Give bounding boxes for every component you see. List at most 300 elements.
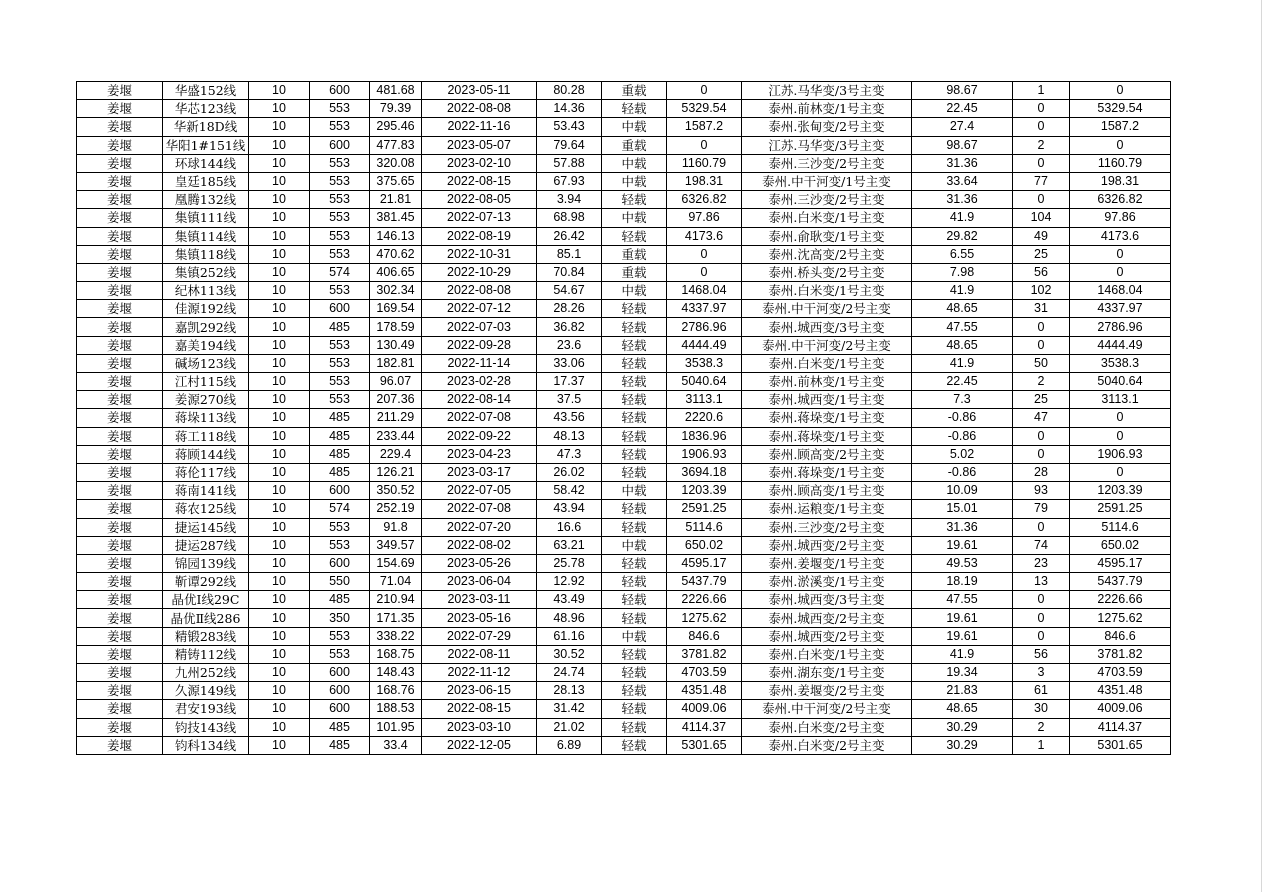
- cell-line-name: 嘉凯292线: [163, 318, 249, 336]
- table-row: [77, 82, 1171, 100]
- cell-rated-current: 485: [310, 427, 370, 445]
- cell-max-current: 211.29: [370, 409, 422, 427]
- cell-load-status: 轻载: [602, 718, 667, 736]
- cell-line-name: 华阳1#151线: [163, 136, 249, 154]
- cell-line-name: 纪林113线: [163, 282, 249, 300]
- cell-peak-date: 2022-08-15: [422, 172, 537, 190]
- cell-rated-current: 600: [310, 682, 370, 700]
- cell-load-rate: 80.28: [537, 82, 602, 100]
- cell-available-capacity: 97.86: [1070, 209, 1171, 227]
- cell-available-capacity: 0: [1070, 263, 1171, 281]
- cell-load-rate: 79.64: [537, 136, 602, 154]
- cell-transformer-load: 31.36: [912, 518, 1013, 536]
- cell-peak-date: 2023-03-10: [422, 718, 537, 736]
- cell-transformer-load: 29.82: [912, 227, 1013, 245]
- cell-voltage: 10: [249, 427, 310, 445]
- cell-line-name: 集镇118线: [163, 245, 249, 263]
- cell-line-name: 君安193线: [163, 700, 249, 718]
- cell-available-capacity: 4173.6: [1070, 227, 1171, 245]
- cell-user-count: 30: [1013, 700, 1070, 718]
- cell-transformer-load: 22.45: [912, 100, 1013, 118]
- table-row: [77, 154, 1171, 172]
- cell-margin: 4595.17: [667, 554, 742, 572]
- cell-substation: 江苏.马华变/3号主变: [742, 82, 912, 100]
- cell-load-rate: 25.78: [537, 554, 602, 572]
- cell-available-capacity: 3113.1: [1070, 391, 1171, 409]
- cell-rated-current: 574: [310, 500, 370, 518]
- cell-voltage: 10: [249, 482, 310, 500]
- cell-peak-date: 2022-08-15: [422, 700, 537, 718]
- cell-line-name: 佳源192线: [163, 300, 249, 318]
- cell-transformer-load: 41.9: [912, 282, 1013, 300]
- cell-transformer-load: 5.02: [912, 445, 1013, 463]
- cell-district: 姜堰: [77, 354, 163, 372]
- cell-transformer-load: 47.55: [912, 591, 1013, 609]
- cell-substation: 江苏.马华变/3号主变: [742, 136, 912, 154]
- cell-peak-date: 2022-07-13: [422, 209, 537, 227]
- cell-max-current: 168.76: [370, 682, 422, 700]
- cell-user-count: 0: [1013, 518, 1070, 536]
- cell-substation: 泰州.三沙变/2号主变: [742, 518, 912, 536]
- cell-margin: 3113.1: [667, 391, 742, 409]
- cell-peak-date: 2022-07-29: [422, 627, 537, 645]
- cell-load-rate: 24.74: [537, 664, 602, 682]
- cell-user-count: 1: [1013, 82, 1070, 100]
- cell-rated-current: 553: [310, 336, 370, 354]
- cell-district: 姜堰: [77, 391, 163, 409]
- cell-rated-current: 553: [310, 354, 370, 372]
- cell-transformer-load: 19.61: [912, 609, 1013, 627]
- cell-load-rate: 30.52: [537, 645, 602, 663]
- cell-load-status: 轻载: [602, 500, 667, 518]
- cell-voltage: 10: [249, 627, 310, 645]
- cell-district: 姜堰: [77, 573, 163, 591]
- cell-margin: 0: [667, 136, 742, 154]
- cell-transformer-load: 10.09: [912, 482, 1013, 500]
- cell-transformer-load: 15.01: [912, 500, 1013, 518]
- cell-rated-current: 553: [310, 536, 370, 554]
- table-row: [77, 463, 1171, 481]
- cell-load-status: 重载: [602, 136, 667, 154]
- cell-load-rate: 61.16: [537, 627, 602, 645]
- table-row: [77, 209, 1171, 227]
- cell-substation: 泰州.白米变/2号主变: [742, 718, 912, 736]
- cell-district: 姜堰: [77, 282, 163, 300]
- cell-transformer-load: 18.19: [912, 573, 1013, 591]
- cell-load-status: 轻载: [602, 554, 667, 572]
- cell-rated-current: 553: [310, 118, 370, 136]
- table-row: [77, 118, 1171, 136]
- cell-peak-date: 2022-11-12: [422, 664, 537, 682]
- cell-user-count: 1: [1013, 736, 1070, 754]
- cell-line-name: 环球144线: [163, 154, 249, 172]
- cell-substation: 泰州.沈高变/2号主变: [742, 245, 912, 263]
- cell-margin: 3781.82: [667, 645, 742, 663]
- cell-max-current: 229.4: [370, 445, 422, 463]
- cell-voltage: 10: [249, 609, 310, 627]
- cell-peak-date: 2022-07-08: [422, 409, 537, 427]
- cell-district: 姜堰: [77, 191, 163, 209]
- cell-rated-current: 553: [310, 100, 370, 118]
- cell-district: 姜堰: [77, 318, 163, 336]
- cell-district: 姜堰: [77, 245, 163, 263]
- cell-voltage: 10: [249, 518, 310, 536]
- cell-available-capacity: 0: [1070, 245, 1171, 263]
- cell-load-status: 轻载: [602, 318, 667, 336]
- cell-voltage: 10: [249, 718, 310, 736]
- cell-load-rate: 21.02: [537, 718, 602, 736]
- cell-margin: 4114.37: [667, 718, 742, 736]
- cell-voltage: 10: [249, 591, 310, 609]
- cell-available-capacity: 4595.17: [1070, 554, 1171, 572]
- table-row: [77, 609, 1171, 627]
- cell-available-capacity: 2226.66: [1070, 591, 1171, 609]
- cell-district: 姜堰: [77, 227, 163, 245]
- cell-load-status: 轻载: [602, 227, 667, 245]
- cell-district: 姜堰: [77, 118, 163, 136]
- cell-max-current: 381.45: [370, 209, 422, 227]
- cell-line-name: 精铸112线: [163, 645, 249, 663]
- cell-voltage: 10: [249, 100, 310, 118]
- cell-transformer-load: 33.64: [912, 172, 1013, 190]
- cell-transformer-load: 19.34: [912, 664, 1013, 682]
- cell-substation: 泰州.城西变/1号主变: [742, 391, 912, 409]
- cell-rated-current: 350: [310, 609, 370, 627]
- cell-district: 姜堰: [77, 409, 163, 427]
- cell-district: 姜堰: [77, 482, 163, 500]
- cell-available-capacity: 0: [1070, 427, 1171, 445]
- cell-load-rate: 68.98: [537, 209, 602, 227]
- cell-rated-current: 485: [310, 409, 370, 427]
- cell-available-capacity: 5040.64: [1070, 373, 1171, 391]
- cell-max-current: 188.53: [370, 700, 422, 718]
- cell-load-status: 中载: [602, 118, 667, 136]
- cell-max-current: 148.43: [370, 664, 422, 682]
- cell-peak-date: 2022-12-05: [422, 736, 537, 754]
- cell-user-count: 25: [1013, 245, 1070, 263]
- cell-peak-date: 2023-03-17: [422, 463, 537, 481]
- cell-voltage: 10: [249, 536, 310, 554]
- cell-user-count: 61: [1013, 682, 1070, 700]
- cell-load-rate: 70.84: [537, 263, 602, 281]
- cell-line-name: 蒋顾144线: [163, 445, 249, 463]
- cell-load-rate: 17.37: [537, 373, 602, 391]
- cell-load-rate: 37.5: [537, 391, 602, 409]
- cell-peak-date: 2022-08-08: [422, 100, 537, 118]
- cell-substation: 泰州.白米变/1号主变: [742, 282, 912, 300]
- cell-load-rate: 28.13: [537, 682, 602, 700]
- cell-line-name: 凰腾132线: [163, 191, 249, 209]
- cell-substation: 泰州.中干河变/2号主变: [742, 700, 912, 718]
- cell-load-status: 轻载: [602, 645, 667, 663]
- table-row: [77, 245, 1171, 263]
- cell-transformer-load: 48.65: [912, 300, 1013, 318]
- cell-voltage: 10: [249, 463, 310, 481]
- cell-voltage: 10: [249, 172, 310, 190]
- cell-voltage: 10: [249, 445, 310, 463]
- cell-voltage: 10: [249, 645, 310, 663]
- cell-district: 姜堰: [77, 536, 163, 554]
- cell-transformer-load: 48.65: [912, 336, 1013, 354]
- table-row: [77, 136, 1171, 154]
- cell-transformer-load: 7.3: [912, 391, 1013, 409]
- table-row: [77, 336, 1171, 354]
- table-row: [77, 227, 1171, 245]
- cell-district: 姜堰: [77, 373, 163, 391]
- cell-voltage: 10: [249, 245, 310, 263]
- table-row: [77, 664, 1171, 682]
- cell-load-status: 轻载: [602, 518, 667, 536]
- cell-transformer-load: 27.4: [912, 118, 1013, 136]
- cell-available-capacity: 5329.54: [1070, 100, 1171, 118]
- cell-district: 姜堰: [77, 82, 163, 100]
- cell-user-count: 74: [1013, 536, 1070, 554]
- cell-peak-date: 2022-10-29: [422, 263, 537, 281]
- cell-available-capacity: 650.02: [1070, 536, 1171, 554]
- cell-margin: 5329.54: [667, 100, 742, 118]
- cell-voltage: 10: [249, 282, 310, 300]
- cell-substation: 泰州.中干河变/2号主变: [742, 336, 912, 354]
- cell-district: 姜堰: [77, 736, 163, 754]
- cell-load-rate: 3.94: [537, 191, 602, 209]
- cell-rated-current: 600: [310, 82, 370, 100]
- cell-transformer-load: 48.65: [912, 700, 1013, 718]
- cell-rated-current: 485: [310, 463, 370, 481]
- cell-available-capacity: 4351.48: [1070, 682, 1171, 700]
- cell-substation: 泰州.前林变/1号主变: [742, 373, 912, 391]
- cell-available-capacity: 0: [1070, 409, 1171, 427]
- cell-substation: 泰州.城西变/2号主变: [742, 536, 912, 554]
- cell-load-rate: 6.89: [537, 736, 602, 754]
- cell-user-count: 0: [1013, 154, 1070, 172]
- cell-load-status: 轻载: [602, 391, 667, 409]
- cell-voltage: 10: [249, 118, 310, 136]
- cell-load-status: 轻载: [602, 573, 667, 591]
- cell-voltage: 10: [249, 227, 310, 245]
- table-row: [77, 554, 1171, 572]
- cell-available-capacity: 5437.79: [1070, 573, 1171, 591]
- cell-voltage: 10: [249, 554, 310, 572]
- cell-transformer-load: 41.9: [912, 645, 1013, 663]
- cell-available-capacity: 5114.6: [1070, 518, 1171, 536]
- cell-margin: 198.31: [667, 172, 742, 190]
- cell-district: 姜堰: [77, 445, 163, 463]
- table-row: [77, 172, 1171, 190]
- cell-district: 姜堰: [77, 682, 163, 700]
- cell-substation: 泰州.三沙变/2号主变: [742, 154, 912, 172]
- cell-rated-current: 553: [310, 282, 370, 300]
- cell-margin: 5437.79: [667, 573, 742, 591]
- cell-line-name: 蒋工118线: [163, 427, 249, 445]
- cell-peak-date: 2023-03-11: [422, 591, 537, 609]
- cell-max-current: 295.46: [370, 118, 422, 136]
- cell-district: 姜堰: [77, 645, 163, 663]
- cell-voltage: 10: [249, 136, 310, 154]
- cell-district: 姜堰: [77, 100, 163, 118]
- table-body: [77, 82, 1171, 755]
- cell-peak-date: 2022-07-20: [422, 518, 537, 536]
- cell-load-rate: 16.6: [537, 518, 602, 536]
- cell-rated-current: 485: [310, 718, 370, 736]
- cell-rated-current: 553: [310, 191, 370, 209]
- cell-rated-current: 485: [310, 736, 370, 754]
- cell-line-name: 蒋农125线: [163, 500, 249, 518]
- cell-substation: 泰州.城西变/2号主变: [742, 609, 912, 627]
- cell-max-current: 481.68: [370, 82, 422, 100]
- table-row: [77, 627, 1171, 645]
- cell-load-rate: 43.49: [537, 591, 602, 609]
- cell-rated-current: 600: [310, 136, 370, 154]
- table-row: [77, 409, 1171, 427]
- cell-max-current: 350.52: [370, 482, 422, 500]
- cell-rated-current: 600: [310, 554, 370, 572]
- cell-max-current: 477.83: [370, 136, 422, 154]
- table-row: [77, 391, 1171, 409]
- cell-user-count: 13: [1013, 573, 1070, 591]
- cell-voltage: 10: [249, 664, 310, 682]
- cell-voltage: 10: [249, 500, 310, 518]
- cell-rated-current: 600: [310, 482, 370, 500]
- cell-load-status: 轻载: [602, 354, 667, 372]
- cell-load-status: 重载: [602, 263, 667, 281]
- cell-rated-current: 553: [310, 627, 370, 645]
- cell-margin: 1468.04: [667, 282, 742, 300]
- cell-max-current: 171.35: [370, 609, 422, 627]
- cell-district: 姜堰: [77, 554, 163, 572]
- cell-load-status: 轻载: [602, 700, 667, 718]
- cell-load-rate: 48.96: [537, 609, 602, 627]
- cell-margin: 1587.2: [667, 118, 742, 136]
- cell-user-count: 0: [1013, 336, 1070, 354]
- cell-peak-date: 2023-05-07: [422, 136, 537, 154]
- cell-peak-date: 2022-10-31: [422, 245, 537, 263]
- cell-max-current: 130.49: [370, 336, 422, 354]
- cell-transformer-load: 31.36: [912, 154, 1013, 172]
- cell-load-rate: 23.6: [537, 336, 602, 354]
- cell-transformer-load: 19.61: [912, 536, 1013, 554]
- cell-load-status: 中载: [602, 627, 667, 645]
- cell-district: 姜堰: [77, 609, 163, 627]
- cell-margin: 5114.6: [667, 518, 742, 536]
- cell-line-name: 集镇114线: [163, 227, 249, 245]
- cell-max-current: 233.44: [370, 427, 422, 445]
- cell-rated-current: 574: [310, 263, 370, 281]
- cell-max-current: 168.75: [370, 645, 422, 663]
- cell-peak-date: 2022-07-05: [422, 482, 537, 500]
- cell-line-name: 九州252线: [163, 664, 249, 682]
- cell-load-status: 重载: [602, 245, 667, 263]
- cell-line-name: 集镇111线: [163, 209, 249, 227]
- cell-user-count: 0: [1013, 609, 1070, 627]
- cell-transformer-load: 19.61: [912, 627, 1013, 645]
- table-row: [77, 373, 1171, 391]
- cell-max-current: 146.13: [370, 227, 422, 245]
- cell-load-status: 轻载: [602, 427, 667, 445]
- cell-user-count: 28: [1013, 463, 1070, 481]
- cell-load-status: 轻载: [602, 591, 667, 609]
- table-row: [77, 318, 1171, 336]
- cell-voltage: 10: [249, 82, 310, 100]
- cell-substation: 泰州.前林变/1号主变: [742, 100, 912, 118]
- cell-rated-current: 553: [310, 154, 370, 172]
- cell-user-count: 0: [1013, 591, 1070, 609]
- cell-max-current: 349.57: [370, 536, 422, 554]
- cell-line-name: 蒋南141线: [163, 482, 249, 500]
- cell-peak-date: 2022-11-14: [422, 354, 537, 372]
- cell-load-rate: 28.26: [537, 300, 602, 318]
- cell-margin: 2786.96: [667, 318, 742, 336]
- cell-margin: 2591.25: [667, 500, 742, 518]
- cell-user-count: 2: [1013, 136, 1070, 154]
- cell-line-name: 江村115线: [163, 373, 249, 391]
- cell-peak-date: 2022-08-05: [422, 191, 537, 209]
- cell-available-capacity: 1203.39: [1070, 482, 1171, 500]
- cell-user-count: 102: [1013, 282, 1070, 300]
- cell-user-count: 47: [1013, 409, 1070, 427]
- cell-rated-current: 485: [310, 318, 370, 336]
- cell-available-capacity: 2786.96: [1070, 318, 1171, 336]
- cell-district: 姜堰: [77, 718, 163, 736]
- cell-substation: 泰州.俞耿变/1号主变: [742, 227, 912, 245]
- cell-peak-date: 2022-08-14: [422, 391, 537, 409]
- cell-max-current: 21.81: [370, 191, 422, 209]
- cell-transformer-load: 31.36: [912, 191, 1013, 209]
- table-row: [77, 682, 1171, 700]
- cell-substation: 泰州.顾高变/2号主变: [742, 445, 912, 463]
- cell-margin: 5301.65: [667, 736, 742, 754]
- cell-load-status: 中载: [602, 209, 667, 227]
- cell-max-current: 375.65: [370, 172, 422, 190]
- cell-voltage: 10: [249, 354, 310, 372]
- cell-margin: 1275.62: [667, 609, 742, 627]
- cell-max-current: 96.07: [370, 373, 422, 391]
- cell-max-current: 320.08: [370, 154, 422, 172]
- cell-max-current: 182.81: [370, 354, 422, 372]
- cell-user-count: 0: [1013, 100, 1070, 118]
- cell-margin: 1203.39: [667, 482, 742, 500]
- cell-line-name: 华盛152线: [163, 82, 249, 100]
- cell-margin: 4351.48: [667, 682, 742, 700]
- table-row: [77, 282, 1171, 300]
- table-row: [77, 518, 1171, 536]
- cell-transformer-load: 22.45: [912, 373, 1013, 391]
- cell-margin: 6326.82: [667, 191, 742, 209]
- cell-user-count: 104: [1013, 209, 1070, 227]
- cell-load-status: 轻载: [602, 736, 667, 754]
- cell-peak-date: 2023-04-23: [422, 445, 537, 463]
- cell-transformer-load: 49.53: [912, 554, 1013, 572]
- cell-max-current: 91.8: [370, 518, 422, 536]
- cell-district: 姜堰: [77, 518, 163, 536]
- cell-user-count: 3: [1013, 664, 1070, 682]
- cell-load-status: 轻载: [602, 664, 667, 682]
- cell-rated-current: 553: [310, 172, 370, 190]
- cell-max-current: 252.19: [370, 500, 422, 518]
- cell-peak-date: 2023-06-15: [422, 682, 537, 700]
- cell-substation: 泰州.姜堰变/1号主变: [742, 554, 912, 572]
- cell-margin: 4444.49: [667, 336, 742, 354]
- cell-margin: 0: [667, 245, 742, 263]
- cell-district: 姜堰: [77, 336, 163, 354]
- cell-peak-date: 2022-08-19: [422, 227, 537, 245]
- cell-user-count: 0: [1013, 318, 1070, 336]
- cell-user-count: 23: [1013, 554, 1070, 572]
- cell-margin: 0: [667, 82, 742, 100]
- cell-peak-date: 2022-07-08: [422, 500, 537, 518]
- cell-rated-current: 553: [310, 227, 370, 245]
- cell-line-name: 锦园139线: [163, 554, 249, 572]
- cell-max-current: 79.39: [370, 100, 422, 118]
